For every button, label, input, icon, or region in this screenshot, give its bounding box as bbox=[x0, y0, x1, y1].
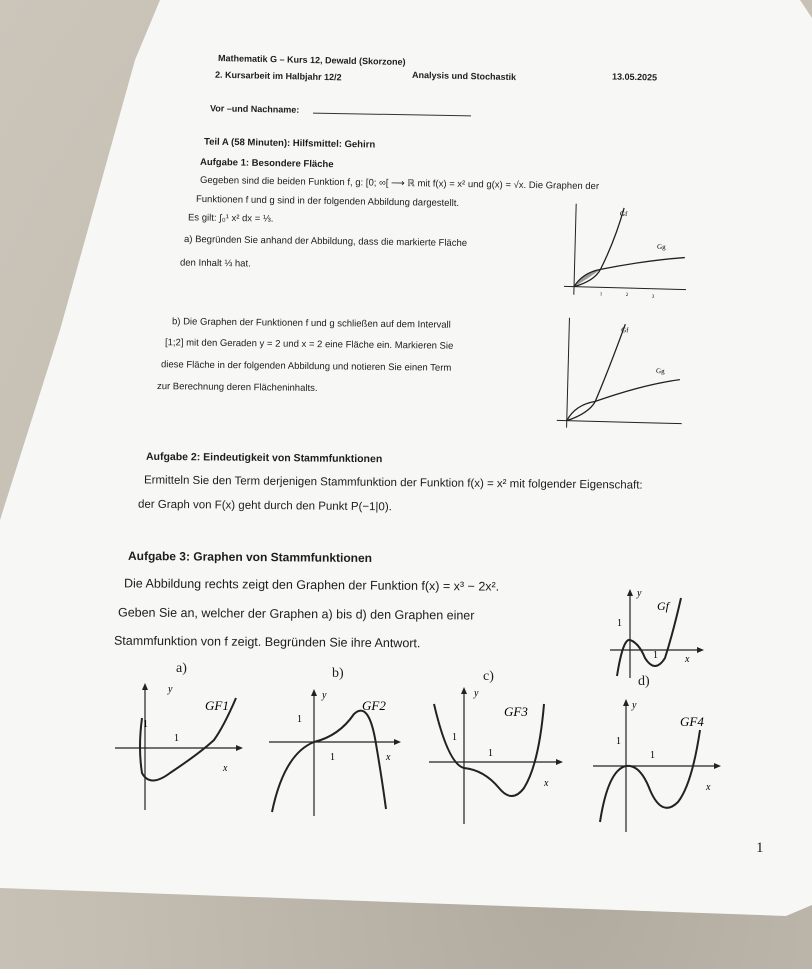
svg-text:y: y bbox=[632, 700, 637, 711]
ref-gf-label: Gf bbox=[657, 599, 669, 613]
task3-ref-graph bbox=[605, 588, 715, 683]
option-a-graph-label: GF1 bbox=[205, 698, 229, 713]
option-d-letter: d) bbox=[638, 674, 650, 689]
task1-intro-line1: Gegeben sind die beiden Funktion f, g: [0; ∞[ ⟶ ℝ mit f(x) = x² und g(x) = √x. Die Graphen der bbox=[199, 174, 600, 193]
task1a-graph bbox=[554, 198, 697, 302]
name-label: Vor –und Nachname: bbox=[209, 103, 300, 115]
exam-topic: Analysis und Stochastik bbox=[411, 69, 517, 83]
task1b-line1: b) Die Graphen der Funktionen f und g schließen auf dem Intervall bbox=[171, 316, 451, 331]
page-number: 1 bbox=[756, 840, 764, 856]
ref-tick-y1: 1 bbox=[617, 618, 622, 629]
ref-x-label: x bbox=[685, 654, 690, 665]
task2-line2: der Graph von F(x) geht durch den Punkt P(−1|0). bbox=[137, 498, 392, 514]
option-b-graph[interactable] bbox=[264, 684, 404, 824]
graph1-gg-label: Gg bbox=[656, 242, 666, 252]
option-a-graph[interactable] bbox=[110, 678, 245, 818]
part-a-title: Teil A (58 Minuten): Hilfsmittel: Gehirn bbox=[203, 136, 376, 151]
ref-tick-x1: 1 bbox=[653, 650, 658, 661]
svg-text:y: y bbox=[474, 688, 479, 699]
svg-text:x: x bbox=[544, 778, 549, 789]
option-c-letter: c) bbox=[483, 669, 494, 684]
tick-1: 1 bbox=[599, 292, 603, 298]
option-c-graph[interactable] bbox=[424, 684, 564, 829]
course-title: Mathematik G – Kurs 12, Dewald (Skorzone) bbox=[217, 53, 406, 67]
tick-3: 3 bbox=[651, 294, 655, 300]
task3-line1: Die Abbildung rechts zeigt den Graphen der Funktion f(x) = x³ − 2x². bbox=[123, 576, 500, 594]
task1-title: Aufgabe 1: Besondere Fläche bbox=[199, 156, 334, 171]
exam-title: 2. Kursarbeit im Halbjahr 12/2 bbox=[214, 69, 342, 83]
option-d-graph[interactable] bbox=[588, 694, 728, 839]
svg-text:x: x bbox=[223, 763, 228, 774]
task2-line1: Ermitteln Sie den Term derjenigen Stammfunktion der Funktion f(x) = x² mit folgender Eigenschaft: bbox=[143, 474, 643, 492]
task3-title: Aufgabe 3: Graphen von Stammfunktionen bbox=[127, 548, 373, 566]
svg-text:1: 1 bbox=[330, 752, 335, 763]
tick-2: 2 bbox=[625, 293, 629, 299]
task1b-graph[interactable] bbox=[546, 312, 689, 436]
task1b-line4: zur Berechnung deren Flächeninhalts. bbox=[156, 381, 318, 394]
task1a-line2: den Inhalt ⅓ hat. bbox=[179, 257, 251, 270]
svg-text:1: 1 bbox=[488, 748, 493, 759]
task3-line2: Geben Sie an, welcher der Graphen a) bis d) den Graphen einer bbox=[117, 605, 475, 623]
marked-area bbox=[574, 269, 600, 288]
task1-given: Es gilt: ∫₀¹ x² dx = ⅓. bbox=[187, 212, 274, 225]
graph2-gg-label: Gg bbox=[655, 366, 665, 376]
option-a-letter: a) bbox=[176, 661, 187, 676]
task2-title: Aufgabe 2: Eindeutigkeit von Stammfunktionen bbox=[145, 450, 383, 466]
ref-y-label: y bbox=[637, 588, 642, 599]
task1b-line2: [1;2] mit den Geraden y = 2 und x = 2 eine Fläche ein. Markieren Sie bbox=[164, 337, 454, 352]
svg-text:x: x bbox=[706, 782, 711, 793]
option-c-graph-label: GF3 bbox=[504, 704, 528, 719]
option-b-letter: b) bbox=[332, 666, 344, 681]
task3-line3: Stammfunktion von f zeigt. Begründen Sie ihre Antwort. bbox=[113, 633, 421, 651]
svg-text:1: 1 bbox=[650, 750, 655, 761]
svg-text:1: 1 bbox=[616, 736, 621, 747]
svg-text:1: 1 bbox=[143, 719, 148, 730]
exam-date: 13.05.2025 bbox=[611, 71, 658, 83]
option-d-graph-label: GF4 bbox=[680, 714, 704, 729]
svg-text:x: x bbox=[386, 752, 391, 763]
svg-text:y: y bbox=[322, 690, 327, 701]
option-b-graph-label: GF2 bbox=[362, 698, 386, 713]
task1b-line3: diese Fläche in der folgenden Abbildung und notieren Sie einen Term bbox=[160, 359, 452, 374]
svg-text:1: 1 bbox=[297, 714, 302, 725]
svg-text:1: 1 bbox=[174, 733, 179, 744]
name-line[interactable] bbox=[313, 113, 471, 117]
graph2-gf-label: Gf bbox=[621, 326, 629, 335]
task1a-line1: a) Begründen Sie anhand der Abbildung, dass die markierte Fläche bbox=[183, 234, 468, 249]
graph1-gf-label: Gf bbox=[619, 209, 628, 219]
svg-text:1: 1 bbox=[452, 732, 457, 743]
svg-text:y: y bbox=[168, 684, 173, 695]
task1-intro-line2: Funktionen f und g sind in der folgenden Abbildung dargestellt. bbox=[195, 193, 460, 210]
